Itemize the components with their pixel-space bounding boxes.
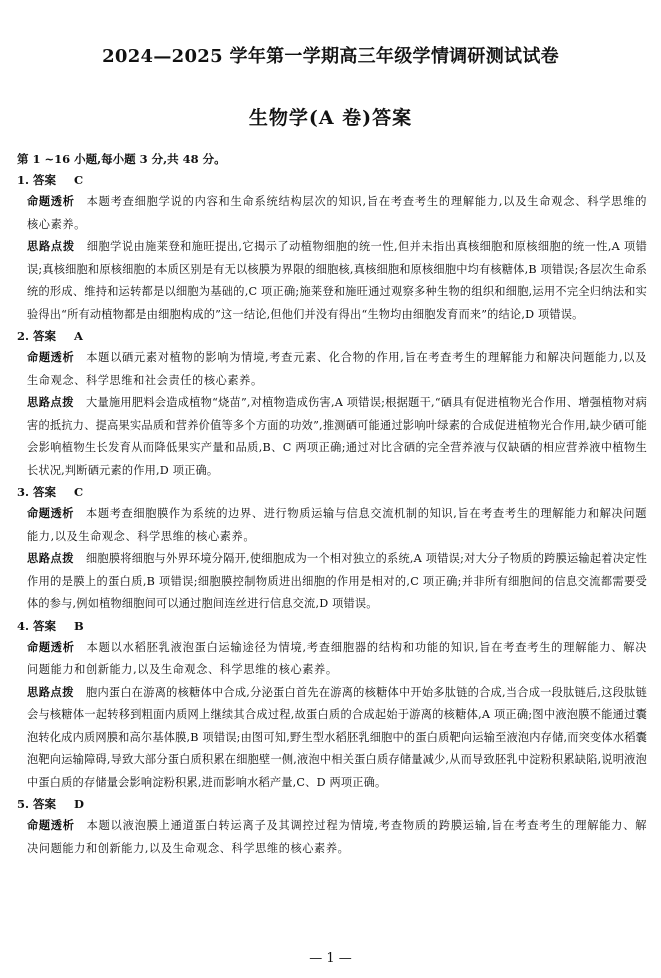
analysis-label: 命题透析 [27, 819, 75, 832]
question-2 [17, 327, 647, 482]
question-header [17, 617, 647, 637]
question-header [17, 483, 647, 503]
question-header [17, 795, 647, 815]
question-1 [17, 171, 647, 326]
analysis-text: 本题考查细胞学说的内容和生命系统结构层次的知识,旨在考查考生的理解能力,以及生命观念、科学思维的核心素养。 [27, 195, 647, 231]
analysis-text: 本题以水稻胚乳液泡蛋白运输途径为情境,考查细胞器的结构和功能的知识,旨在考查考生的理解能力、解决问题能力和创新能力,以及生命观念、科学思维的核心素养。 [27, 640, 647, 676]
question-number: 5. [17, 797, 30, 811]
hint-label: 思路点拨 [27, 552, 74, 565]
analysis-paragraph [17, 815, 647, 860]
analysis-paragraph [17, 347, 647, 392]
question-number: 3. [17, 485, 30, 499]
question-number: 4. [17, 618, 30, 633]
hint-paragraph [17, 236, 647, 326]
analysis-label: 命题透析 [27, 507, 74, 520]
document-subtitle: 生物学(A 卷)答案 [248, 107, 413, 129]
hint-paragraph [17, 682, 647, 795]
hint-label: 思路点拨 [27, 240, 75, 253]
question-4 [17, 617, 647, 795]
answer-value: B [74, 618, 84, 633]
answer-label: 答案 [33, 797, 57, 811]
answer-label: 答案 [33, 329, 57, 343]
analysis-text: 本题以液泡膜上通道蛋白转运离子及其调控过程为情境,考查物质的跨膜运输,旨在考查考生的理解能力、解决问题能力和创新能力,以及生命观念、科学思维的核心素养。 [27, 819, 647, 855]
hint-paragraph [17, 548, 647, 616]
answer-label: 答案 [33, 173, 57, 187]
answer-value: C [74, 173, 84, 187]
hint-text: 细胞膜将细胞与外界环境分隔开,使细胞成为一个相对独立的系统,A 项错误;对大分子物质的跨膜运输起着决定性作用的是膜上的蛋白质,B 项错误;细胞膜控制物质进出细胞的作用是相对的,C 项正确;并非所有细胞间的信息交流都需要受体的参与,例如植物细胞间可以通过胞间连丝进行信息交流,D 项错误。 [27, 552, 647, 610]
answer-value: A [74, 329, 83, 343]
hint-paragraph [17, 392, 647, 482]
hint-label: 思路点拨 [27, 396, 75, 409]
hint-text: 胞内蛋白在游离的核糖体中合成,分泌蛋白首先在游离的核糖体中开始多肽链的合成,当合成一段肽链后,这段肽链会与核糖体一起转移到粗面内质网上继续其合成过程,故蛋白质的合成起始于游离的核糖体,A 项正确;图中液泡膜不能通过囊泡转化成内质网膜和高尔基体膜,B 项错误;由图可知,野生型水稻胚乳细胞中的蛋白质靶向运输至液泡内存储,而突变体水稻囊泡靶向运输障碍,导致大部分蛋白质积累在细胞壁一侧,液泡中相关蛋白质存储量减少,从而导致胚乳中淀粉积累缺陷,说明液泡中蛋白质的存储量会影响淀粉积累,进而影响水稻产量,C、D 两项正确。 [27, 685, 647, 789]
analysis-paragraph [17, 503, 647, 548]
hint-text: 细胞学说由施莱登和施旺提出,它揭示了动植物细胞的统一性,但并未指出真核细胞和原核细胞的统一性,A 项错误;真核细胞和原核细胞的本质区别是有无以核膜为界限的细胞核,真核细胞和原核细胞中均有核糖体,B 项错误;各层次生命系统的形成、维持和运转都是以细胞为基础的,C 项正确;施莱登和施旺通过观察多种生物的组织和细胞,运用不完全归纳法和实验得出“所有动植物都是由细胞构成的”这一结论,但他们并没有得出“生物均由细胞发育而来”的结论,D 项错误。 [27, 240, 647, 321]
document-title: 2024—2025 学年第一学期高三年级学情调研测试试卷 [102, 46, 559, 67]
answer-value: D [74, 797, 85, 811]
question-header [17, 171, 647, 191]
analysis-label: 命题透析 [27, 195, 75, 208]
question-number: 1. [17, 173, 30, 187]
analysis-text: 本题考查细胞膜作为系统的边界、进行物质运输与信息交流机制的知识,旨在考查考生的理解能力和解决问题能力,以及生命观念、科学思维的核心素养。 [27, 507, 647, 543]
question-header [17, 327, 647, 347]
question-5 [17, 795, 647, 860]
hint-label: 思路点拨 [27, 685, 74, 699]
answer-label: 答案 [33, 618, 57, 633]
analysis-paragraph [17, 191, 647, 236]
answer-label: 答案 [33, 485, 57, 499]
analysis-label: 命题透析 [27, 640, 75, 654]
hint-text: 大量施用肥料会造成植物“烧苗”,对植物造成伤害,A 项错误;根据题干,“硒具有促进植物光合作用、增强植物对病害的抵抗力、提高果实品质和营养价值等多个方面的功效”,推测硒可能通过影响叶绿素的合成促进植物光合作用,缺少硒可能会影响植物生长发育从而降低果实产量和品质,B、C 两项正确;通过对比含硒的完全营养液与仅缺硒的相应营养液中植物生长状况,判断硒元素的作用,D 项正确。 [27, 396, 647, 477]
answer-content [17, 150, 647, 860]
analysis-label: 命题透析 [27, 351, 75, 364]
analysis-text: 本题以硒元素对植物的影响为情境,考查元素、化合物的作用,旨在考查考生的理解能力和解决问题能力,以及生命观念、科学思维和社会责任的核心素养。 [27, 351, 647, 387]
question-number: 2. [17, 329, 30, 343]
page-number: — 1 — [309, 951, 352, 966]
section-intro: 第 1 ~16 小题,每小题 3 分,共 48 分。 [17, 152, 226, 166]
question-3 [17, 483, 647, 616]
analysis-paragraph [17, 637, 647, 682]
answer-value: C [74, 485, 84, 499]
